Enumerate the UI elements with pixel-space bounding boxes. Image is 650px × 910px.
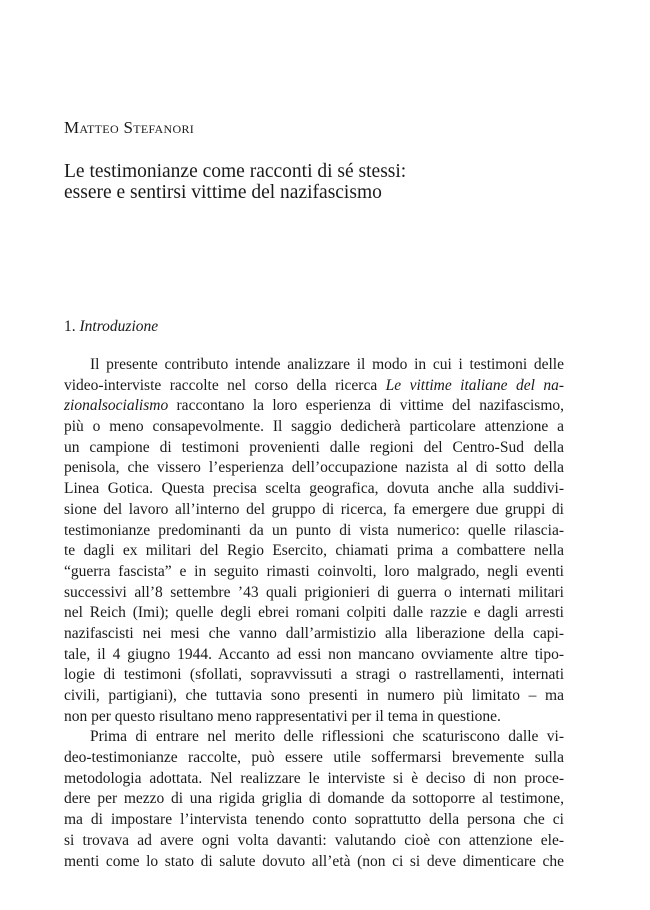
title-line: essere e sentirsi vittime del nazifascismo [64,181,382,203]
text-line: nel Reich (Imi); quelle degli ebrei romani colpiti dalle razzie e dagli arresti [64,604,564,622]
text-line: “guerra fascista” e in seguito rimasti coinvolti, loro malgrado, negli eventi [64,562,564,580]
author-name: Matteo Stefanori [64,118,195,137]
text-line: civili, partigiani), che tuttavia sono presenti in numero più limitato – ma [64,687,564,704]
text-line: Prima di entrare nel merito delle riflessioni che scaturiscono dalle vi- [90,728,564,746]
section-heading [64,318,158,336]
section-label: Introduzione [79,318,159,335]
text-line: dere per mezzo di una rigida griglia di domande da sottoporre al testimone, [64,790,564,808]
text-line [64,396,564,417]
text-line: Linea Gotica. Questa precisa scelta geografica, dovuta anche alla suddivi- [64,480,564,498]
text-line: te dagli ex militari del Regio Esercito, chiamati prima a combattere nella [64,542,564,560]
text-line: deo-testimonianze raccolte, può essere utile soffermarsi brevemente sulla [64,749,564,767]
text-line: ma di impostare l’intervista tenendo conto soprattutto della persona che ci [64,811,564,829]
text-line [64,376,564,397]
title-line: Le testimonianze come racconti di sé stessi: [64,161,407,182]
italic-title-run: zionalsocialismo [64,397,169,415]
text-line: non per questo risultano meno rappresentativi per il tema in questione. [64,707,501,725]
text-line: menti come lo stato di salute dovuto all’età (non ci si deve dimenticare che [64,852,564,870]
text-line: nazifascisti nei mesi che vanno dall’armistizio alla liberazione della capi- [64,624,564,642]
text-line: logie di testimoni (sfollati, sopravvissuti a stragi o rastrellamenti, internati [64,666,564,684]
text-run: video-interviste raccolte nel corso della ricerca [64,376,386,394]
italic-title-run: Le vittime italiane del na- [385,376,564,394]
text-line: tale, il 4 giugno 1944. Accanto ad essi non mancano ovviamente altre tipo- [64,645,564,663]
text-line: Il presente contributo intende analizzare il modo in cui i testimoni delle [90,356,564,373]
text-run: raccontano la loro esperienza di vittime del nazifascismo, [168,397,564,415]
section-number: 1. [64,318,76,335]
text-line: più o meno consapevolmente. Il saggio dedicherà particolare attenzione a [64,418,564,436]
text-line: penisola, che vissero l’esperienza dell’occupazione nazista al di sotto della [64,459,564,477]
body-text [64,355,564,872]
text-line: metodologia adottata. Nel realizzare le interviste si è deciso di non proce- [64,769,564,787]
text-line: successivi all’8 settembre ’43 quali prigionieri di guerra o internati militari [64,583,564,601]
text-line: si trovava ad avere ogni volta davanti: valutando cioè con attenzione ele- [64,831,564,849]
text-line: sione del lavoro all’interno del gruppo di ricerca, fa emergere due gruppi di [64,500,564,518]
article-title [64,160,564,201]
text-line: un campione di testimoni provenienti dalle regioni del Centro-Sud della [64,438,564,456]
text-line: testimonianze predominanti da un punto di vista numerico: quelle rilascia- [64,521,564,539]
